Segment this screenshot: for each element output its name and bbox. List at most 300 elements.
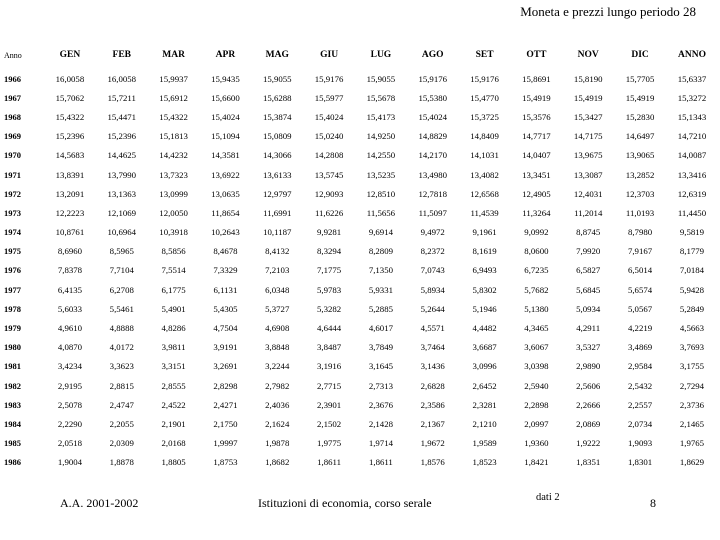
value-cell: 2,1502 (316, 418, 342, 429)
value-cell: 1,8682 (265, 457, 290, 468)
value-cell: 13,6133 (262, 169, 292, 180)
table-row (4, 453, 718, 472)
year-cell: 1967 (4, 92, 21, 103)
value-cell: 1,8629 (679, 457, 705, 468)
table-row (4, 107, 718, 126)
value-cell: 1,9360 (524, 438, 549, 449)
table-row (4, 395, 718, 414)
value-cell: 13,1363 (107, 188, 137, 199)
table-row (4, 376, 718, 395)
value-cell: 11,3264 (522, 207, 551, 218)
value-cell: 2,6452 (472, 380, 497, 391)
value-cell: 14,8829 (418, 131, 448, 142)
value-cell: 3,4234 (57, 361, 83, 372)
value-cell: 15,1813 (159, 131, 188, 142)
value-cell: 15,6288 (262, 92, 292, 103)
value-cell: 5,9783 (316, 284, 342, 295)
value-cell: 7,8378 (57, 265, 83, 276)
value-cell: 3,7849 (368, 342, 394, 353)
value-cell: 9,5819 (679, 227, 705, 238)
value-cell: 12,1069 (107, 207, 137, 218)
value-cell: 12,9093 (314, 188, 344, 199)
value-cell: 13,9065 (625, 150, 655, 161)
value-cell: 1,9714 (368, 438, 394, 449)
value-cell: 2,1210 (472, 418, 497, 429)
table-row (4, 338, 718, 357)
column-header: SET (475, 50, 494, 60)
value-cell: 6,1131 (213, 284, 238, 295)
value-cell: 2,7294 (679, 380, 705, 391)
value-cell: 9,1961 (472, 227, 497, 238)
value-cell: 2,3901 (316, 399, 342, 410)
value-cell: 8,5965 (109, 246, 134, 257)
value-cell: 14,7210 (677, 131, 707, 142)
value-cell: 5,6574 (627, 284, 653, 295)
value-cell: 12,7818 (418, 188, 448, 199)
value-cell: 7,3329 (213, 265, 238, 276)
value-cell: 5,8934 (420, 284, 445, 295)
value-cell: 3,4869 (627, 342, 653, 353)
value-cell: 14,2170 (418, 150, 448, 161)
value-cell: 14,3581 (211, 150, 240, 161)
value-cell: 2,0168 (161, 438, 186, 449)
value-cell: 16,0058 (107, 73, 137, 84)
year-cell: 1986 (4, 457, 21, 468)
value-cell: 2,3586 (420, 399, 445, 410)
value-cell: 9,6914 (368, 227, 394, 238)
value-cell: 3,2691 (213, 361, 238, 372)
value-cell: 14,0087 (677, 150, 707, 161)
value-cell: 15,9176 (470, 73, 499, 84)
value-cell: 12,4905 (522, 188, 551, 199)
value-cell: 11,6991 (263, 207, 292, 218)
value-cell: 15,4919 (573, 92, 603, 103)
value-cell: 2,8298 (213, 380, 238, 391)
value-cell: 5,5461 (109, 303, 134, 314)
value-cell: 15,4024 (314, 111, 344, 122)
value-cell: 3,7693 (679, 342, 705, 353)
value-cell: 2,4036 (265, 399, 290, 410)
value-cell: 2,2557 (627, 399, 653, 410)
year-cell: 1981 (4, 361, 21, 372)
value-cell: 3,0398 (524, 361, 549, 372)
value-cell: 15,7705 (625, 73, 655, 84)
table-row (4, 434, 718, 453)
value-cell: 7,0184 (679, 265, 705, 276)
column-header: AGO (421, 50, 444, 60)
value-cell: 1,8351 (576, 457, 601, 468)
value-cell: 15,2396 (55, 131, 85, 142)
value-cell: 15,8190 (573, 73, 603, 84)
column-header: MAR (162, 50, 185, 60)
value-cell: 5,6845 (576, 284, 601, 295)
value-cell: 8,1619 (472, 246, 497, 257)
value-cell: 4,0870 (57, 342, 83, 353)
value-cell: 7,1775 (316, 265, 342, 276)
value-cell: 15,2830 (625, 111, 655, 122)
value-cell: 1,9765 (679, 438, 705, 449)
value-cell: 7,9167 (627, 246, 653, 257)
value-cell: 2,0309 (109, 438, 134, 449)
value-cell: 5,4901 (161, 303, 186, 314)
value-cell: 4,2219 (627, 323, 653, 334)
value-cell: 2,5940 (524, 380, 549, 391)
value-cell: 1,8611 (368, 457, 393, 468)
value-cell: 15,4173 (366, 111, 396, 122)
value-cell: 5,9428 (679, 284, 705, 295)
value-cell: 6,4135 (57, 284, 83, 295)
value-cell: 15,9176 (314, 73, 344, 84)
value-cell: 15,0809 (262, 131, 292, 142)
value-cell: 14,5683 (55, 150, 85, 161)
value-cell: 15,3272 (677, 92, 707, 103)
value-cell: 2,3676 (368, 399, 394, 410)
year-cell: 1972 (4, 188, 21, 199)
value-cell: 15,1343 (677, 111, 707, 122)
value-cell: 13,7990 (107, 169, 137, 180)
table-row (4, 261, 718, 280)
value-cell: 3,8487 (316, 342, 342, 353)
table-row (4, 203, 718, 222)
column-header: GIU (320, 50, 339, 60)
value-cell: 1,8805 (161, 457, 186, 468)
value-cell: 13,5235 (366, 169, 396, 180)
value-cell: 13,9675 (573, 150, 603, 161)
value-cell: 1,8878 (109, 457, 134, 468)
table-row (4, 223, 718, 242)
value-cell: 15,5977 (314, 92, 344, 103)
value-cell: 7,5514 (161, 265, 186, 276)
column-header: FEB (112, 50, 132, 60)
value-cell: 5,9331 (368, 284, 394, 295)
value-cell: 15,7211 (107, 92, 136, 103)
value-cell: 5,2644 (420, 303, 445, 314)
value-cell: 2,3281 (472, 399, 497, 410)
value-cell: 15,3576 (522, 111, 551, 122)
value-cell: 14,6497 (625, 131, 655, 142)
value-cell: 2,8555 (161, 380, 186, 391)
value-cell: 2,6828 (420, 380, 445, 391)
value-cell: 1,8576 (420, 457, 445, 468)
value-cell: 13,8391 (55, 169, 85, 180)
value-cell: 3,6687 (472, 342, 497, 353)
value-cell: 2,0997 (524, 418, 549, 429)
value-cell: 7,2103 (265, 265, 290, 276)
value-cell: 12,3703 (625, 188, 655, 199)
value-cell: 3,9811 (161, 342, 186, 353)
column-header: APR (215, 50, 236, 60)
value-cell: 15,9937 (159, 73, 188, 84)
table-row (4, 242, 718, 261)
value-cell: 11,5656 (366, 207, 396, 218)
table-row (4, 414, 718, 433)
value-cell: 15,4024 (211, 111, 240, 122)
value-cell: 2,9890 (576, 361, 601, 372)
value-cell: 3,1436 (420, 361, 445, 372)
value-cell: 13,4082 (470, 169, 499, 180)
value-cell: 15,4471 (107, 111, 137, 122)
value-cell: 12,0050 (159, 207, 188, 218)
value-cell: 15,7062 (55, 92, 85, 103)
value-cell: 8,6960 (57, 246, 83, 257)
value-cell: 13,3416 (677, 169, 707, 180)
value-cell: 5,1380 (524, 303, 549, 314)
value-cell: 2,2898 (524, 399, 549, 410)
footer-data-label: dati 2 (536, 492, 560, 503)
value-cell: 14,3066 (262, 150, 292, 161)
value-cell: 4,9610 (57, 323, 83, 334)
value-cell: 15,5678 (366, 92, 396, 103)
value-cell: 3,1916 (316, 361, 342, 372)
value-cell: 2,9584 (627, 361, 653, 372)
year-cell: 1973 (4, 207, 21, 218)
value-cell: 13,2852 (625, 169, 655, 180)
value-cell: 13,7323 (159, 169, 188, 180)
value-cell: 4,3465 (524, 323, 549, 334)
footer-page-number: 8 (650, 496, 656, 510)
value-cell: 15,9055 (366, 73, 396, 84)
value-cell: 6,5014 (627, 265, 653, 276)
value-cell: 4,6444 (316, 323, 342, 334)
value-cell: 9,4972 (420, 227, 445, 238)
year-cell: 1970 (4, 150, 21, 161)
value-cell: 1,9997 (213, 438, 238, 449)
year-cell: 1975 (4, 246, 21, 257)
value-cell: 15,2396 (107, 131, 137, 142)
value-cell: 8,2372 (420, 246, 445, 257)
value-cell: 2,5078 (57, 399, 83, 410)
value-cell: 4,8888 (109, 323, 134, 334)
value-cell: 13,0999 (159, 188, 188, 199)
value-cell: 15,3725 (470, 111, 499, 122)
value-cell: 6,2708 (109, 284, 134, 295)
year-cell: 1966 (4, 73, 21, 84)
value-cell: 5,6033 (57, 303, 83, 314)
value-cell: 15,9176 (418, 73, 448, 84)
value-cell: 2,1465 (679, 418, 705, 429)
value-cell: 2,2055 (109, 418, 134, 429)
value-cell: 8,2809 (368, 246, 394, 257)
value-cell: 9,9281 (316, 227, 342, 238)
table-header-row (4, 41, 718, 69)
value-cell: 7,0743 (420, 265, 445, 276)
value-cell: 10,2643 (211, 227, 240, 238)
column-header: NOV (577, 50, 599, 60)
value-cell: 2,1624 (265, 418, 290, 429)
value-cell: 2,0518 (57, 438, 83, 449)
value-cell: 9,0992 (524, 227, 549, 238)
value-cell: 1,8421 (524, 457, 549, 468)
value-cell: 12,8510 (366, 188, 396, 199)
value-cell: 1,9222 (576, 438, 601, 449)
value-cell: 2,3736 (679, 399, 705, 410)
value-cell: 4,5571 (420, 323, 445, 334)
year-cell: 1979 (4, 323, 21, 334)
value-cell: 15,4322 (159, 111, 188, 122)
footer-course-name: Istituzioni di economia, corso serale (258, 496, 432, 510)
value-cell: 5,7682 (524, 284, 549, 295)
value-cell: 1,8301 (627, 457, 653, 468)
value-cell: 16,0058 (55, 73, 85, 84)
value-cell: 15,0240 (314, 131, 344, 142)
value-cell: 15,8691 (522, 73, 551, 84)
value-cell: 13,5745 (314, 169, 344, 180)
value-cell: 2,7313 (368, 380, 394, 391)
value-cell: 7,9920 (576, 246, 601, 257)
value-cell: 15,6912 (159, 92, 188, 103)
table-row (4, 280, 718, 299)
value-cell: 2,2666 (576, 399, 601, 410)
footer-academic-year: A.A. 2001-2002 (60, 496, 139, 510)
year-cell: 1983 (4, 399, 21, 410)
value-cell: 3,0996 (472, 361, 497, 372)
value-cell: 13,2091 (55, 188, 85, 199)
table-row (4, 69, 718, 88)
year-cell: 1971 (4, 169, 21, 180)
value-cell: 8,4132 (265, 246, 290, 257)
value-cell: 1,9672 (420, 438, 445, 449)
value-cell: 14,0407 (522, 150, 551, 161)
value-cell: 14,7717 (522, 131, 551, 142)
value-cell: 1,9589 (472, 438, 497, 449)
value-cell: 11,4539 (470, 207, 499, 218)
value-cell: 3,3623 (109, 361, 134, 372)
value-cell: 8,3294 (316, 246, 342, 257)
value-cell: 4,5663 (679, 323, 705, 334)
value-cell: 6,7235 (524, 265, 549, 276)
table-row (4, 146, 718, 165)
value-cell: 6,0348 (265, 284, 290, 295)
table-row (4, 127, 718, 146)
value-cell: 14,2808 (314, 150, 344, 161)
year-cell: 1968 (4, 111, 21, 122)
value-cell: 2,1750 (213, 418, 238, 429)
value-cell: 5,2849 (679, 303, 705, 314)
value-cell: 2,9195 (57, 380, 83, 391)
value-cell: 15,9055 (262, 73, 292, 84)
table-row (4, 88, 718, 107)
value-cell: 5,2885 (368, 303, 394, 314)
value-cell: 14,4625 (107, 150, 137, 161)
value-cell: 7,1350 (368, 265, 394, 276)
value-cell: 14,8409 (470, 131, 499, 142)
value-cell: 15,3874 (262, 111, 292, 122)
column-header: Anno (4, 50, 22, 60)
column-header: DIC (631, 50, 649, 60)
value-cell: 1,9878 (265, 438, 290, 449)
value-cell: 14,4232 (159, 150, 188, 161)
column-header: ANNO (677, 50, 706, 60)
value-cell: 3,3151 (161, 361, 186, 372)
value-cell: 7,7104 (109, 265, 134, 276)
value-cell: 2,5606 (576, 380, 601, 391)
year-cell: 1969 (4, 131, 21, 142)
value-cell: 12,4031 (573, 188, 603, 199)
column-header: MAG (265, 50, 289, 60)
value-cell: 13,3087 (573, 169, 603, 180)
value-cell: 11,2014 (574, 207, 603, 218)
value-cell: 4,4482 (472, 323, 497, 334)
table-row (4, 165, 718, 184)
value-cell: 10,3918 (159, 227, 188, 238)
value-cell: 5,1946 (472, 303, 497, 314)
value-cell: 15,6600 (211, 92, 240, 103)
value-cell: 1,8611 (317, 457, 342, 468)
value-cell: 11,8654 (211, 207, 240, 218)
value-cell: 2,4271 (213, 399, 238, 410)
value-cell: 14,2550 (366, 150, 396, 161)
year-cell: 1980 (4, 342, 21, 353)
year-cell: 1974 (4, 227, 21, 238)
value-cell: 1,9775 (316, 438, 342, 449)
value-cell: 13,0635 (211, 188, 240, 199)
value-cell: 14,9250 (366, 131, 396, 142)
table-row (4, 184, 718, 203)
value-cell: 12,6319 (677, 188, 707, 199)
value-cell: 2,2290 (57, 418, 83, 429)
value-cell: 3,1755 (679, 361, 705, 372)
value-cell: 2,0869 (576, 418, 601, 429)
value-cell: 12,9797 (262, 188, 292, 199)
value-cell: 2,4522 (161, 399, 186, 410)
value-cell: 2,7715 (316, 380, 342, 391)
page-title: Moneta e prezzi lungo periodo 28 (520, 4, 696, 19)
value-cell: 15,5380 (418, 92, 448, 103)
value-cell: 15,6337 (677, 73, 707, 84)
value-cell: 11,4450 (677, 207, 707, 218)
value-cell: 3,7464 (420, 342, 445, 353)
value-cell: 5,0567 (627, 303, 653, 314)
column-header: LUG (370, 50, 392, 60)
value-cell: 10,6964 (107, 227, 137, 238)
value-cell: 10,1187 (263, 227, 292, 238)
value-cell: 11,6226 (314, 207, 344, 218)
year-cell: 1984 (4, 418, 21, 429)
column-header: GEN (59, 50, 81, 60)
value-cell: 2,4747 (109, 399, 134, 410)
value-cell: 4,6017 (368, 323, 394, 334)
value-cell: 3,5327 (576, 342, 601, 353)
table-row (4, 357, 718, 376)
value-cell: 14,7175 (573, 131, 603, 142)
value-cell: 15,4322 (55, 111, 85, 122)
table-row (4, 299, 718, 318)
value-cell: 6,1775 (161, 284, 186, 295)
year-cell: 1982 (4, 380, 21, 391)
value-cell: 13,3451 (522, 169, 551, 180)
column-header: OTT (526, 50, 547, 60)
value-cell: 4,0172 (109, 342, 134, 353)
year-cell: 1978 (4, 303, 21, 314)
price-index-table (4, 41, 718, 472)
value-cell: 15,9435 (211, 73, 240, 84)
value-cell: 8,5856 (161, 246, 186, 257)
value-cell: 15,1094 (211, 131, 240, 142)
value-cell: 11,0193 (625, 207, 655, 218)
value-cell: 5,0934 (576, 303, 601, 314)
value-cell: 2,0734 (627, 418, 653, 429)
value-cell: 5,3727 (265, 303, 290, 314)
value-cell: 2,1428 (368, 418, 394, 429)
value-cell: 4,8286 (161, 323, 186, 334)
value-cell: 2,8815 (109, 380, 134, 391)
year-cell: 1977 (4, 284, 21, 295)
value-cell: 15,3427 (573, 111, 603, 122)
year-cell: 1985 (4, 438, 21, 449)
value-cell: 5,4305 (213, 303, 238, 314)
value-cell: 2,1901 (161, 418, 186, 429)
value-cell: 2,5432 (627, 380, 653, 391)
